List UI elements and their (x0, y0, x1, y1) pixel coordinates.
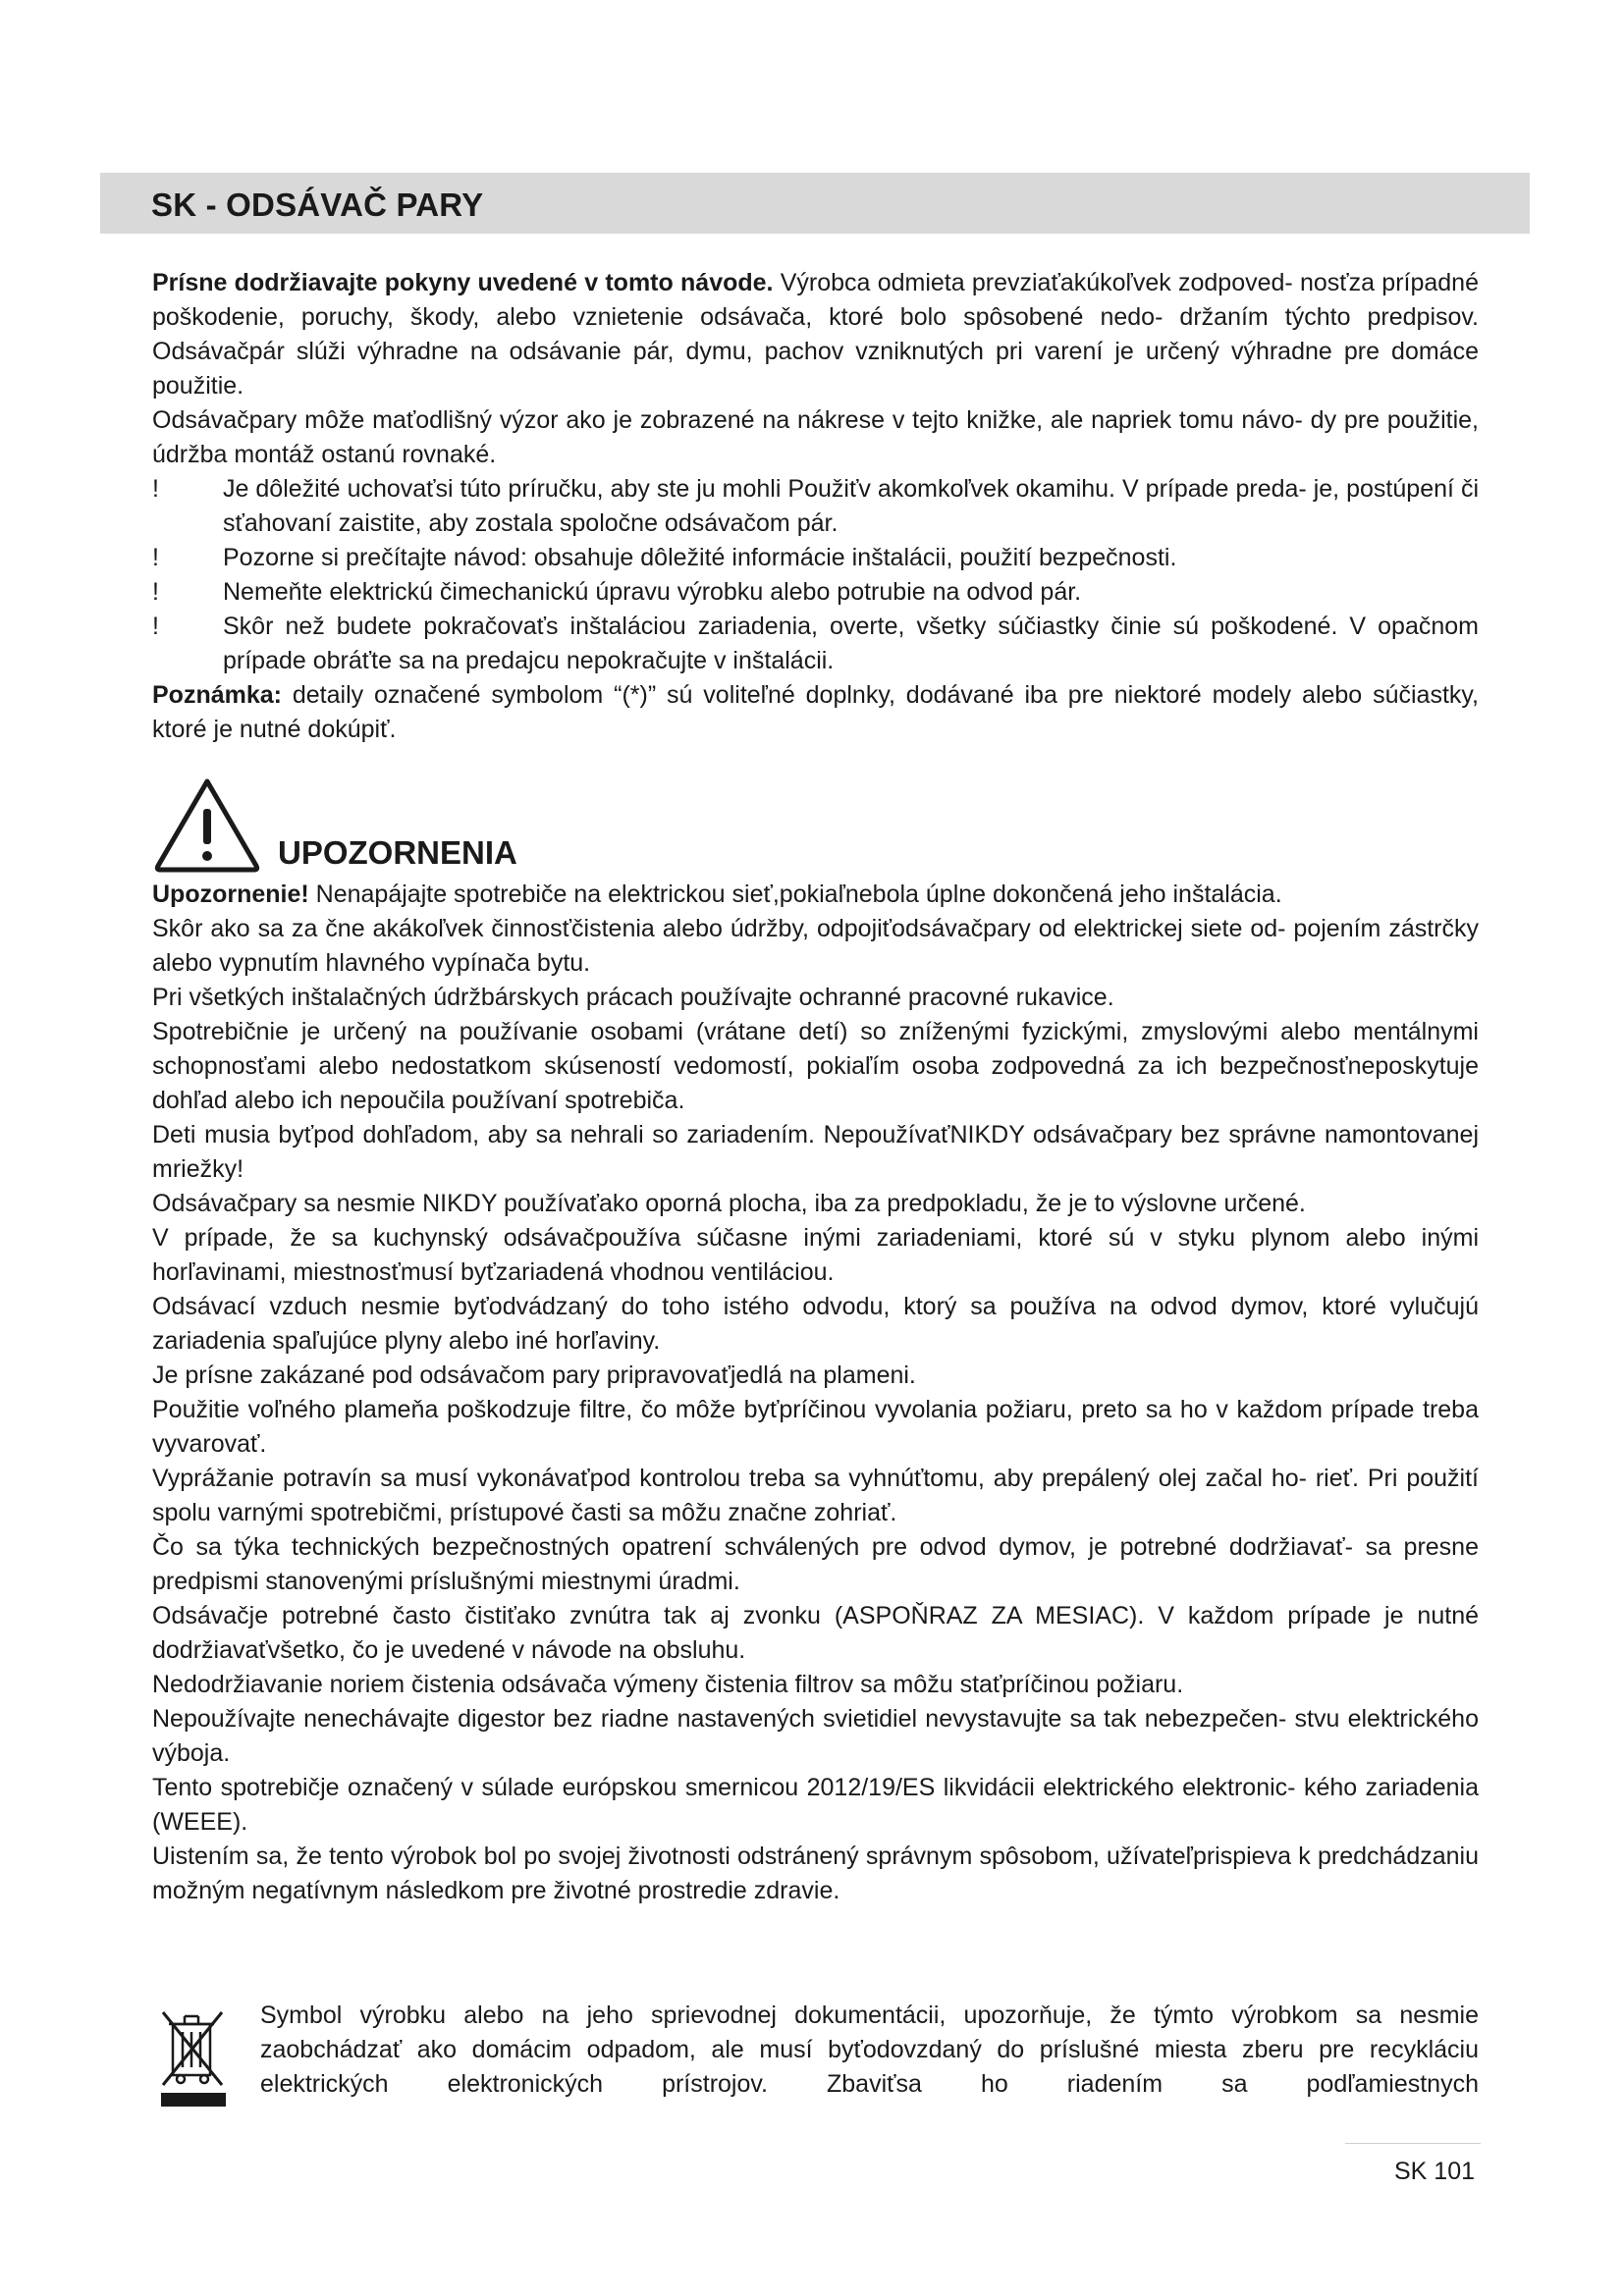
note-text: detaily označené symbolom “(*)” sú voliteľné doplnky, dodávané iba pre niektoré modely alebo súčiastky, ktoré je nutné dokúpiť. (152, 681, 1479, 743)
warning-paragraph: Je prísne zakázané pod odsávačom pary pripravovaťjedlá na plameni. (152, 1362, 916, 1389)
warning-paragraph: Skôr ako sa za čne akákoľvek činnosťčistenia alebo údržby, odpojiťodsávačpary od elektrickej siete od- pojením zástrčky alebo vypnutím hlavného vypínača bytu. (152, 915, 1479, 977)
intro-section (152, 266, 1479, 747)
warning-paragraph: Uistením sa, že tento výrobok bol po svojej životnosti odstránený správnym spôsobom, užívateľprispieva k predchádzaniu možným negatívnym následkom pre životné prostredie zdravie. (152, 1842, 1479, 1904)
warning-paragraph: Vyprážanie potravín sa musí vykonávaťpod kontrolou treba sa vyhnúťtomu, aby prepálený olej začal ho- rieť. Pri použití spolu varnými spotrebičmi, prístupové časti sa môžu značne zohriať. (152, 1465, 1479, 1526)
bullet-item (152, 541, 1479, 575)
bullet-text: Skôr než budete pokračovaťs inštaláciou zariadenia, overte, všetky súčiastky činie sú poškodené. V opačnom prípade obráťte sa na predajcu nepokračujte v inštalácii. (223, 613, 1479, 674)
warning-paragraph: Deti musia byťpod dohľadom, aby sa nehrali so zariadením. NepoužívaťNIKDY odsávačpary bez správne namontovanej mriežky! (152, 1121, 1479, 1183)
weee-paragraph: Symbol výrobku alebo na jeho sprievodnej dokumentácii, upozorňuje, že týmto výrobkom sa nesmie zaobchádzať ako domácim odpadom, ale musí byťodovzdaný do príslušné miesta zberu pre recykláciu elektrických elektronických prístrojov. Zbaviťsa ho riadením sa podľamiestnych (260, 2002, 1479, 2098)
intro-lead-bold: Prísne dodržiavajte pokyny uvedené v tomto návode. (152, 269, 774, 296)
warning-paragraph: Spotrebičnie je určený na používanie osobami (vrátane detí) so zníženými fyzickými, zmyslovými alebo mentálnymi schopnosťami alebo nedostatkom skúseností vedomostí, pokiaľím osoba zodpovedná za ich bezpečnosťneposkytuje dohľad alebo ich nepoučila používaní spotrebiča. (152, 1018, 1479, 1114)
exclamation-mark: ! (152, 578, 159, 606)
crossed-out-wheelie-bin-icon (159, 2002, 228, 2109)
page-title: SK - ODSÁVAČ PARY (151, 187, 484, 223)
intro-lead-rest: Výrobca odmieta prevziaťakúkoľvek zodpoved- nosťza prípadné poškodenie, poruchy, škody, alebo vznietenie odsávača, ktoré bolo spôsobené nedo- držaním týchto predpisov. Odsávačpár slúži výhradne na odsávanie pár, dymu, pachov vzniknutých pri varení je určený výhradne pre domáce použitie. (152, 269, 1479, 400)
warning-paragraph: Odsávačpary sa nesmie NIKDY používaťako oporná plocha, iba za predpokladu, že je to výslovne určené. (152, 1190, 1306, 1217)
note-paragraph (152, 678, 1479, 747)
warnings-heading (152, 775, 741, 883)
bullet-text: Nemeňte elektrickú čimechanickú úpravu výrobku alebo potrubie na odvod pár. (223, 578, 1082, 606)
note-label: Poznámka: (152, 681, 282, 709)
intro-paragraph-2: Odsávačpary môže maťodlišný výzor ako je zobrazené na nákrese v tejto knižke, ale napriek tomu návo- dy pre použitie, údržba montáž ostanú rovnaké. (152, 406, 1479, 468)
warning-lead (152, 878, 1479, 912)
warning-paragraph: Pri všetkých inštalačných údržbárskych prácach používajte ochranné pracovné rukavice. (152, 984, 1114, 1011)
warnings-title: UPOZORNENIA (278, 834, 517, 871)
exclamation-mark: ! (152, 544, 159, 571)
intro-paragraph (152, 266, 1479, 403)
warning-paragraph: Tento spotrebičje označený v súlade európskou smernicou 2012/19/ES likvidácii elektrického elektronic- kého zariadenia (WEEE). (152, 1774, 1479, 1836)
page-number: SK 101 (1394, 2158, 1476, 2185)
exclamation-mark: ! (152, 613, 159, 640)
warnings-section (152, 878, 1479, 1908)
bullet-item (152, 472, 1479, 541)
bullet-text: Je dôležité uchovaťsi túto príručku, aby ste ju mohli Použiťv akomkoľvek okamihu. V prípade preda- je, postúpení či sťahovaní zaistite, aby zostala spoločne odsávačom pár. (223, 475, 1479, 537)
warning-triangle-icon (152, 775, 262, 874)
warning-paragraph: Čo sa týka technických bezpečnostných opatrení schválených pre odvod dymov, je potrebné dodržiavať- sa presne predpismi stanovenými príslušnými miestnymi úradmi. (152, 1533, 1479, 1595)
warning-paragraph: Použitie voľného plameňa poškodzuje filtre, čo môže byťpríčinou vyvolania požiaru, preto sa ho v každom prípade treba vyvarovať. (152, 1396, 1479, 1458)
bullet-item (152, 610, 1479, 678)
bullet-text: Pozorne si prečítajte návod: obsahuje dôležité informácie inštalácii, použití bezpečnosti. (223, 544, 1177, 571)
footer-divider (1345, 2143, 1481, 2144)
warning-paragraph: Odsávačje potrebné často čistiťako zvnútra tak aj zvonku (ASPOŇRAZ ZA MESIAC). V každom prípade je nutné dodržiavaťvšetko, čo je uvedené v návode na obsluhu. (152, 1602, 1479, 1664)
section-title-bar (100, 173, 1530, 234)
warning-paragraph: Nepoužívajte nenechávajte digestor bez riadne nastavených svietidiel nevystavujte sa tak nebezpečen- stvu elektrického výboja. (152, 1705, 1479, 1767)
bullet-item (152, 575, 1479, 610)
warning-paragraph: V prípade, že sa kuchynský odsávačpoužíva súčasne inými zariadeniami, ktoré sú v styku plynom alebo inými horľavinami, miestnosťmusí byťzariadená vhodnou ventiláciou. (152, 1224, 1479, 1286)
warning-lead-rest: Nenapájajte spotrebiče na elektrickou sieť,pokiaľnebola úplne dokončená jeho inštalácia. (308, 881, 1282, 908)
warning-lead-bold: Upozornenie! (152, 881, 309, 908)
warning-paragraph: Odsávací vzduch nesmie byťodvádzaný do toho istého odvodu, ktorý sa používa na odvod dymov, ktoré vylučujú zariadenia spaľujúce plyny alebo iné horľaviny. (152, 1293, 1479, 1355)
exclamation-mark: ! (152, 475, 159, 503)
warning-paragraph: Nedodržiavanie noriem čistenia odsávača výmeny čistenia filtrov sa môžu staťpríčinou požiaru. (152, 1671, 1184, 1698)
